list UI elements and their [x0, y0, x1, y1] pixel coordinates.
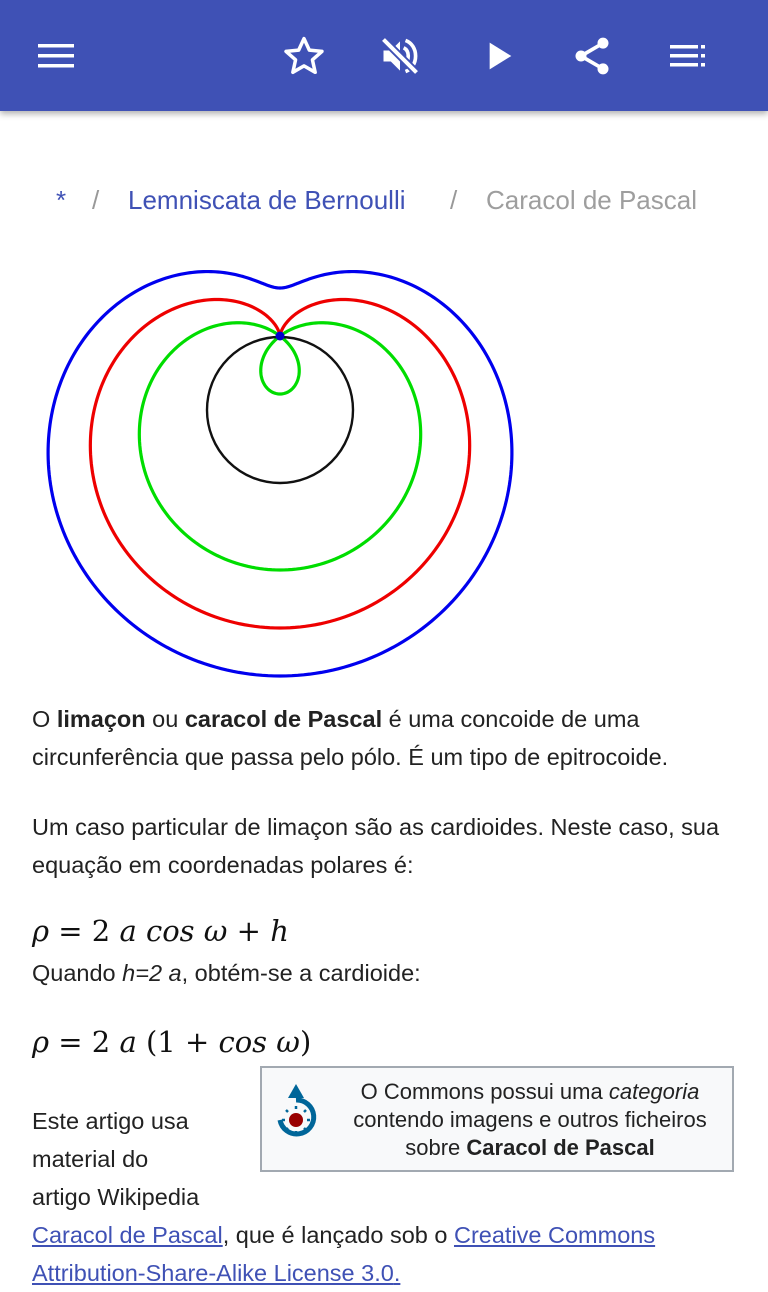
breadcrumb-parent-link[interactable]: Lemniscata de Bernoulli: [128, 185, 406, 215]
menu-button[interactable]: [28, 28, 84, 84]
attribution-line: material do: [32, 1146, 149, 1172]
cardioid-condition: [32, 954, 742, 992]
formula-part: (1 +: [136, 1025, 219, 1059]
playlist-icon: [668, 36, 708, 76]
formula-part: = 2: [49, 1025, 120, 1059]
breadcrumb-separator: /: [92, 185, 100, 215]
volume-off-icon: [378, 34, 422, 78]
share-button[interactable]: [564, 28, 620, 84]
text: ou: [145, 706, 185, 732]
license-link[interactable]: Attribution-Share-Alike License 3.0: [32, 1260, 394, 1286]
license-line: [32, 1216, 655, 1254]
text: contendo imagens e outros ficheiros sobre: [353, 1107, 707, 1160]
commons-logo-icon: [272, 1080, 320, 1142]
breadcrumb-separator: /: [450, 185, 458, 215]
formula-part: cos ω: [218, 1025, 300, 1059]
text: .: [393, 1260, 401, 1286]
breadcrumb-current: Caracol de Pascal: [486, 185, 697, 215]
formula-symbol: ρ: [32, 914, 50, 948]
attribution-line: artigo Wikipedia: [32, 1184, 200, 1210]
polar-equation: [32, 914, 289, 948]
pole-point: [276, 332, 285, 341]
formula-part: +: [227, 914, 271, 948]
commons-category-link[interactable]: categoria: [608, 1079, 700, 1104]
breadcrumb: [0, 182, 768, 218]
formula-part: = 2: [49, 914, 120, 948]
formula-part: h: [270, 914, 289, 948]
limacon-curve-inner-loop: [139, 323, 420, 570]
commons-text: [332, 1078, 728, 1162]
wikipedia-article-link[interactable]: Caracol de Pascal: [32, 1222, 223, 1248]
commons-topic: Caracol de Pascal: [466, 1135, 655, 1160]
commons-box[interactable]: [260, 1066, 734, 1172]
text: é uma concoide de uma circunferência que passa pelo pólo. É um tipo de epitrocoide.: [32, 706, 669, 770]
breadcrumb-home-link[interactable]: *: [56, 185, 67, 215]
play-icon: [478, 36, 518, 76]
text: O Commons possui uma: [360, 1079, 609, 1104]
cardioid-curve: [90, 300, 469, 629]
term-limacon: limaçon: [56, 706, 146, 732]
formula-part: a: [119, 1025, 137, 1059]
formula-part: a cos ω: [119, 914, 228, 948]
cardioid-equation: [32, 1025, 311, 1059]
attribution-line: Este artigo usa: [32, 1108, 189, 1134]
contents-button[interactable]: [660, 28, 716, 84]
term-caracol: caracol de Pascal: [184, 706, 383, 732]
text: Quando: [32, 960, 123, 986]
favorite-button[interactable]: [276, 28, 332, 84]
formula-symbol: ρ: [32, 1025, 50, 1059]
condition: h=2 a: [122, 960, 182, 986]
cardioid-paragraph: Um caso particular de limaçon são as cardioides. Neste caso, sua equação em coordenadas polares é:: [32, 814, 720, 878]
intro-paragraph: [32, 700, 742, 776]
share-icon: [570, 34, 614, 78]
formula-part: ): [299, 1025, 312, 1059]
play-button[interactable]: [470, 28, 526, 84]
menu-icon: [36, 36, 76, 76]
limacon-figure[interactable]: [40, 262, 520, 682]
mute-button[interactable]: [372, 28, 428, 84]
base-circle: [207, 337, 353, 483]
license-line: [32, 1254, 400, 1292]
text: O: [32, 706, 57, 732]
star-icon: [282, 34, 326, 78]
license-link[interactable]: Creative Commons: [453, 1222, 656, 1248]
text: , que é lançado sob o: [222, 1222, 454, 1248]
app-toolbar: [0, 0, 768, 111]
text: , obtém-se a cardioide:: [181, 960, 421, 986]
